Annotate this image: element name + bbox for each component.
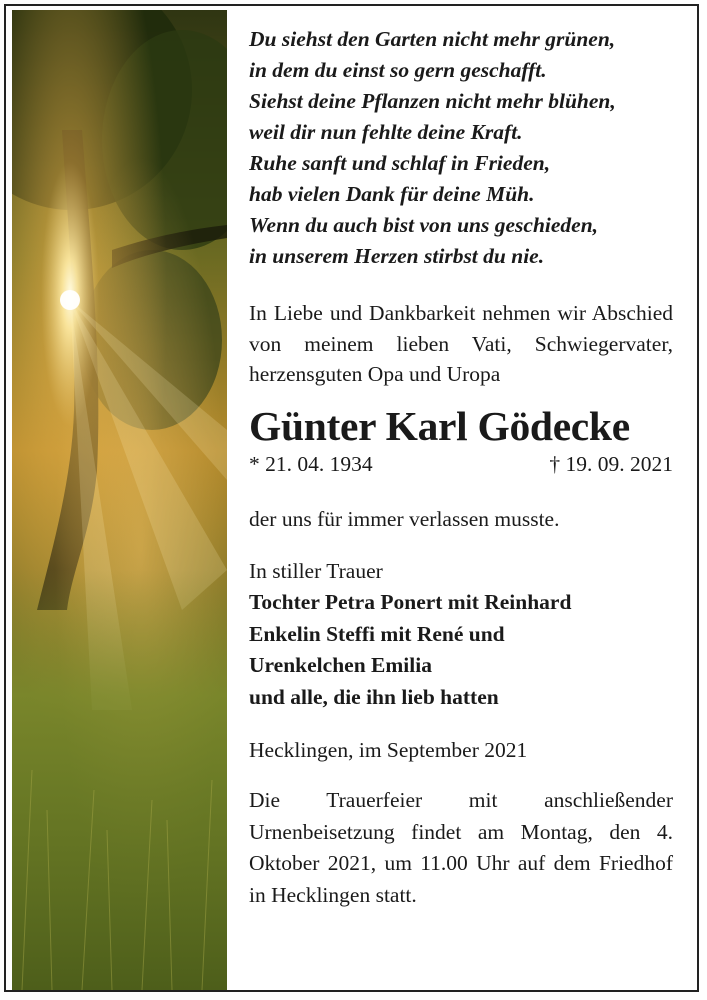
poem	[249, 24, 673, 272]
poem-line: Ruhe sanft und schlaf in Frieden,	[249, 151, 551, 175]
place-date: Hecklingen, im September 2021	[249, 738, 528, 762]
poem-line: Wenn du auch bist von uns geschieden,	[249, 213, 599, 237]
farewell-line: der uns für immer verlassen musste.	[249, 506, 560, 531]
mourner-line: Enkelin Steffi mit René und	[249, 621, 505, 646]
mourner-line: Urenkelchen Emilia	[249, 653, 432, 677]
birth-date: * 21. 04. 1934	[249, 451, 373, 476]
poem-line: hab vielen Dank für deine Müh.	[249, 182, 535, 206]
funeral-info: Die Trauerfeier mit anschließender Urnenbeisetzung findet am Montag, den 4. Oktober 2021, um 11.00 Uhr auf dem Friedhof in Hecklingen statt.	[249, 788, 673, 907]
announcement-text	[249, 24, 673, 911]
deceased-name: Günter Karl Gödecke	[249, 402, 630, 449]
poem-line: Siehst deine Pflanzen nicht mehr blühen,	[249, 89, 616, 113]
mourner-line: und alle, die ihn lieb hatten	[249, 684, 499, 709]
sunlit-tree-photo	[12, 10, 227, 990]
mourner-line: Tochter Petra Ponert mit Reinhard	[249, 590, 572, 614]
poem-line: Du siehst den Garten nicht mehr grünen,	[249, 27, 616, 51]
poem-line: in unserem Herzen stirbst du nie.	[249, 244, 545, 268]
mourners-block	[249, 556, 673, 714]
poem-line: in dem du einst so gern geschafft.	[249, 58, 547, 82]
intro-paragraph: In Liebe und Dankbarkeit nehmen wir Abschied von meinem lieben Vati, Schwiegervater, herzensguten Opa und Uropa	[249, 301, 673, 386]
poem-line: weil dir nun fehlte deine Kraft.	[249, 120, 523, 144]
death-date: † 19. 09. 2021	[549, 451, 673, 476]
life-dates	[249, 450, 673, 478]
mourning-heading: In stiller Trauer	[249, 558, 383, 583]
